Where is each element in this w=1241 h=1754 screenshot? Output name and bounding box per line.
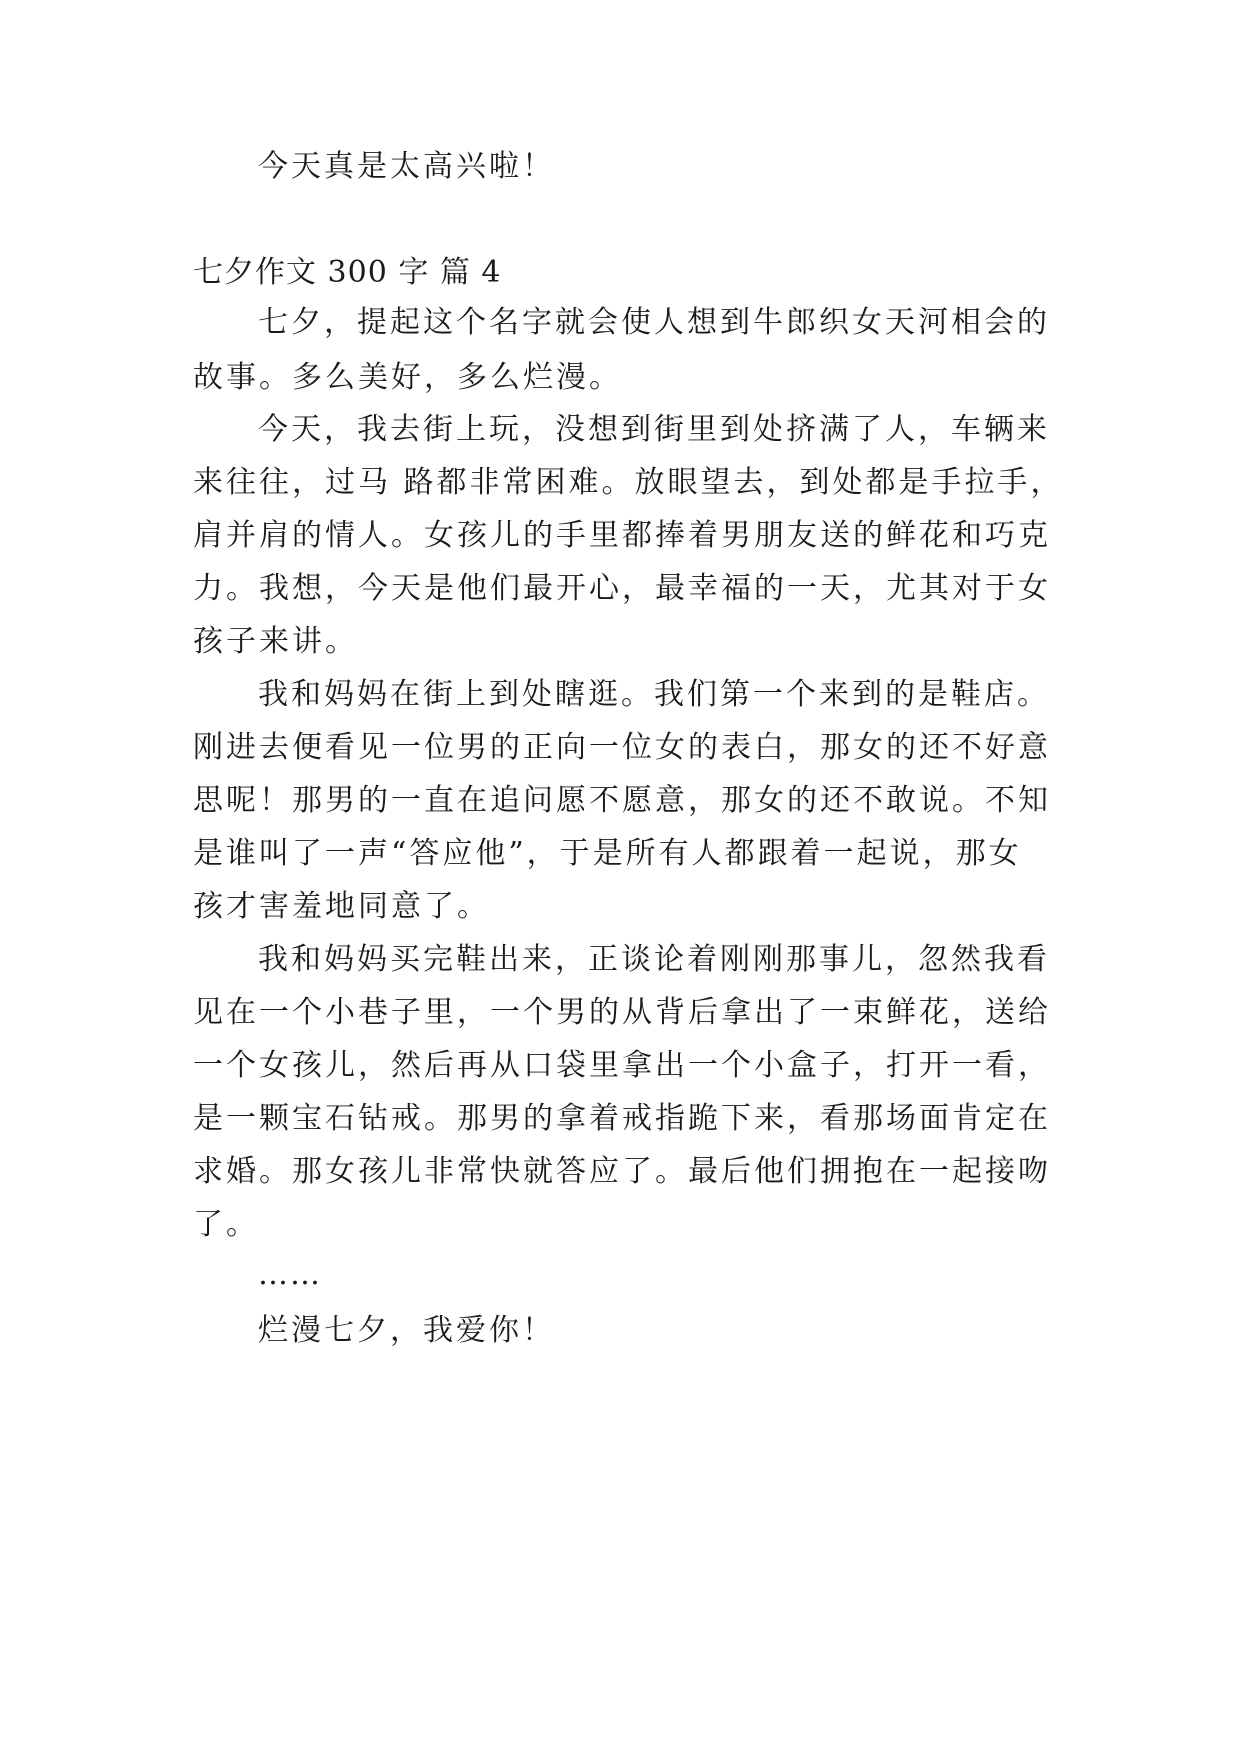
paragraph-3-line-4: 是谁叫了一声“答应他”，于是所有人都跟着一起说，那女 [193,836,1022,871]
paragraph-1-line-2: 故事。多么美好，多么烂漫。 [193,360,622,395]
paragraph-4-line-2: 见在一个小巷子里，一个男的从背后拿出了一束鲜花，送给 [193,995,1051,1030]
closing-line: 烂漫七夕，我爱你！ [258,1313,555,1348]
paragraph-2-line-5: 孩子来讲。 [193,624,358,659]
paragraph-2-line-4: 力。我想，今天是他们最开心，最幸福的一天，尤其对于女 [193,571,1051,606]
paragraph-2-line-3: 肩并肩的情人。女孩儿的手里都捧着男朋友送的鲜花和巧克 [193,518,1051,553]
paragraph-3-line-5: 孩才害羞地同意了。 [193,889,490,924]
paragraph-4-line-4: 是一颗宝石钻戒。那男的拿着戒指跪下来，看那场面肯定在 [193,1101,1051,1136]
paragraph-3-line-3: 思呢！那男的一直在追问愿不愿意，那女的还不敢说。不知 [193,783,1051,818]
section-heading: 七夕作文 300 字 篇 4 [193,255,502,290]
paragraph-4-line-1: 我和妈妈买完鞋出来，正谈论着刚刚那事儿，忽然我看 [258,942,1050,977]
paragraph-3-line-2: 刚进去便看见一位男的正向一位女的表白，那女的还不好意 [193,730,1051,765]
paragraph-4-line-5: 求婚。那女孩儿非常快就答应了。最后他们拥抱在一起接吻 [193,1154,1051,1189]
paragraph-4-line-3: 一个女孩儿，然后再从口袋里拿出一个小盒子，打开一看， [193,1048,1051,1083]
ellipsis-line: …… [258,1257,322,1292]
paragraph-3-line-1: 我和妈妈在街上到处瞎逛。我们第一个来到的是鞋店。 [258,677,1050,712]
intro-line: 今天真是太高兴啦！ [258,149,555,184]
paragraph-1-line-1: 七夕，提起这个名字就会使人想到牛郎织女天河相会的 [258,305,1050,340]
paragraph-2-line-1: 今天，我去街上玩，没想到街里到处挤满了人，车辆来 [258,412,1050,447]
paragraph-2-line-2: 来往往，过马 路都非常困难。放眼望去，到处都是手拉手， [193,465,1064,500]
paragraph-4-line-6: 了。 [193,1207,259,1242]
